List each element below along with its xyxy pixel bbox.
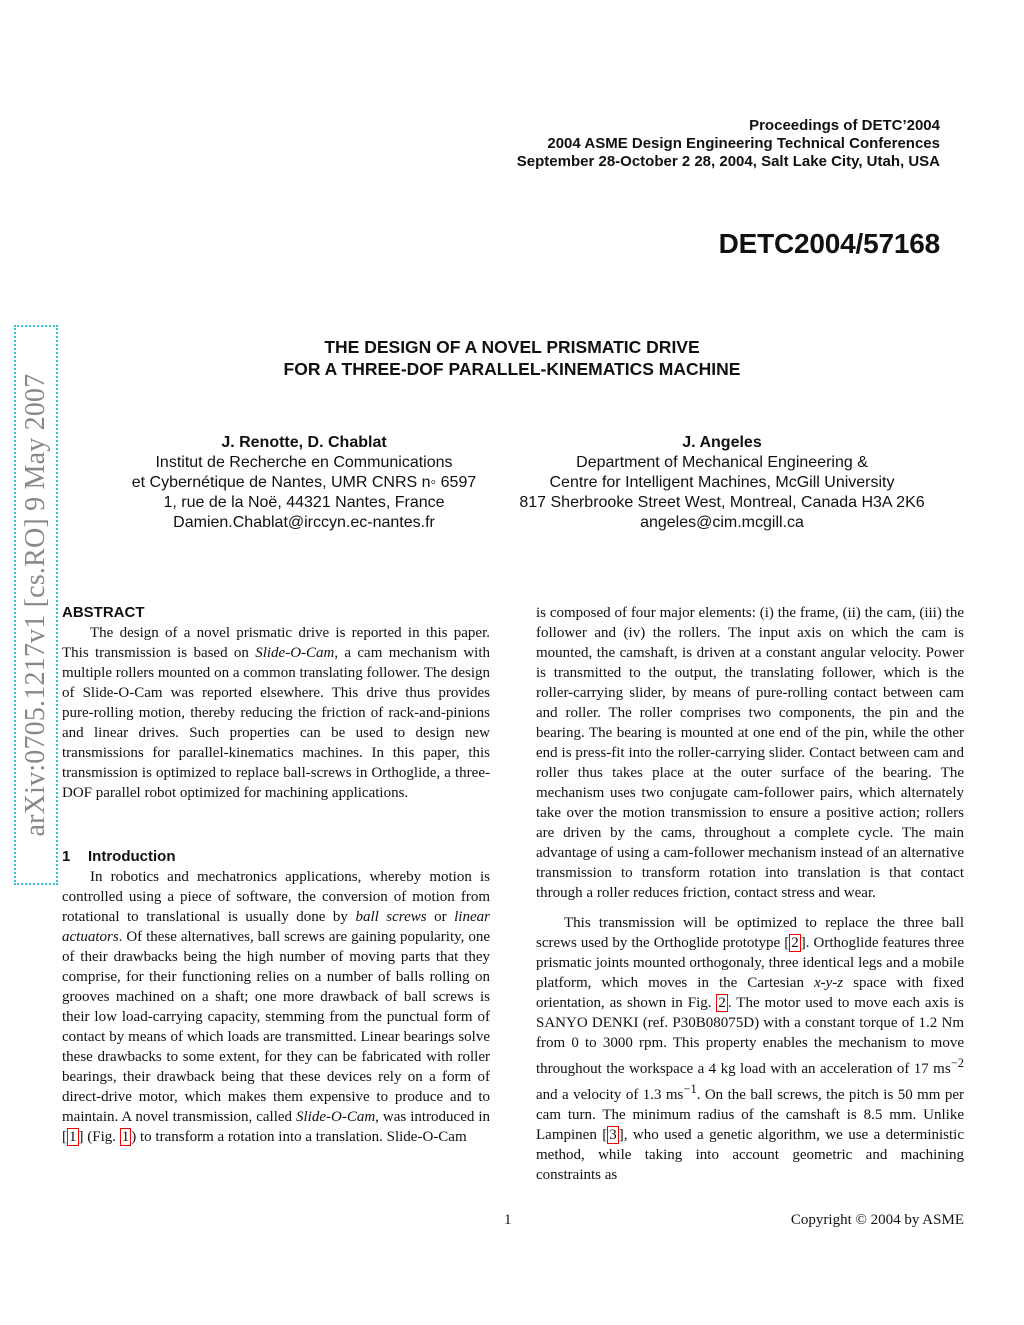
intro-paragraph-3: This transmission will be optimized to replace the three ball screws used by the Orthoglide prototype [ 2 ]. Orthoglide features three prismatic joints mounted orthogonaly, three identical legs and a mobile platform, which moves in the Cartesian x-y-z space with fixed orientation, as shown in Fig. 2 . The motor used to move each axis is SANYO DENKI (ref. P30B08075D) with a constant torque of 1.2 Nm from 0 to 3000 rpm. This property enables the mechanism to move throughout the workspace a 4 kg load with an acceleration of 17 $ms^{-2}$ and a velocity of 1.3 $ms^{-1}$. On the ball screws, the pitch is 50 mm per cam turn. The minimum radius of the camshaft is 8.5 mm. Unlike Lampinen [ 3 ], who used a genetic algorithm, we use a deterministic method, while taking into account geometric and machining constraints as [536, 915, 964, 1183]
author-names: J. Renotte, D. Chablat [221, 434, 387, 451]
intro-paragraph-2: is composed of four major elements: (i) the frame, (ii) the cam, (iii) the follower and (iv) the rollers. The input axis on which the cam is mounted, the camshaft, is driven at a constant angular velocity. Power is transmitted to the output, the translating follower, which is the roller-carrying slider, by means of pure-rolling contact between cam and roller. The roller comprises two components, the pin and the bearing. The bearing is mounted at one end of the pin, while the other end is press-fit into the roller-carrying slider. Contact between cam and roller thus takes place at the outer surface of the bearing. The mechanism uses two conjugate cam-follower pairs, which alternately take over the motion transmission to ensure a positive action; rollers are driven by the cams, throughout a complete cycle. The main advantage of using a cam-follower mechanism instead of an alternative transmission to transform rotation into translation is that contact through a roller reduces friction, contact stress and wear. [536, 605, 964, 901]
section-heading-introduction: 1 Introduction [62, 848, 176, 865]
affiliation-line: Centre for Intelligent Machines, McGill University [549, 474, 895, 491]
date-location-line: September 28-October 2 28, 2004, Salt Lake City, Utah, USA [516, 153, 940, 170]
affiliation-line: 1, rue de la Noë, 44321 Nantes, France [163, 494, 445, 511]
citation-link[interactable]: 3 [609, 1127, 617, 1143]
paper-id: DETC2004/57168 [718, 228, 940, 259]
abstract-heading: ABSTRACT [62, 604, 145, 621]
affiliation-line: Institut de Recherche en Communications [155, 454, 453, 471]
proceedings-line: Proceedings of DETC’2004 [749, 117, 940, 134]
conference-line: 2004 ASME Design Engineering Technical Conferences [547, 135, 940, 152]
paper-title [0, 336, 1024, 380]
copyright-notice: Copyright © 2004 by ASME [790, 1212, 964, 1228]
affiliation-line: 817 Sherbrooke Street West, Montreal, Canada H3A 2K6 [519, 494, 925, 511]
figure-link[interactable]: 1 [121, 1129, 130, 1145]
right-column [536, 603, 964, 1185]
affiliation-line: et Cybernétique de Nantes, UMR CNRS n◦ 6597 [131, 474, 477, 491]
abstract-text: The design of a novel prismatic drive is reported in this paper. This transmission is based on Slide-O-Cam, a cam mechanism with multiple rollers mounted on a common translating follower. The design of Slide-O-Cam was reported elsewhere. This drive thus provides pure-rolling motion, thereby reducing the friction of rack-and-pinions and linear drives. Such properties can be used to design new transmissions for parallel-kinematics machines. In this paper, this transmission is optimized to replace ball-screws in Orthoglide, a three-DOF parallel robot optimized for machining applications. [62, 625, 490, 801]
author-email[interactable]: Damien.Chablat@irccyn.ec-nantes.fr [173, 514, 435, 531]
left-column [62, 603, 490, 1147]
figure-link[interactable]: 2 [718, 995, 726, 1011]
citation-link[interactable]: 1 [69, 1129, 77, 1145]
affiliation-line: Department of Mechanical Engineering & [576, 454, 868, 471]
author-block-left [96, 433, 512, 533]
title-line: THE DESIGN OF A NOVEL PRISMATIC DRIVE [324, 337, 700, 357]
arxiv-stamp-text: arXiv:0705.1217v1 [cs.RO] 9 May 2007 [20, 373, 51, 837]
author-block-right [500, 433, 944, 533]
proceedings-header [517, 117, 940, 171]
intro-paragraph-1: In robotics and mechatronics applications, whereby motion is controlled using a piece of software, the conversion of motion from rotational to translational is usually done by ball screws or linear actuators. Of these alternatives, ball screws are gaining popularity, one of their drawbacks being the high number of moving parts that they comprise, for their functioning relies on a number of balls rolling on grooves machined on a shaft; one more drawback of ball screws is their low load-carrying capacity, stemming from the punctual form of contact by means of which loads are transmitted. Linear bearings solve these drawbacks to some extent, for they can be fabricated with roller bearings, their drawback being that these devices rely on a form of direct-drive motor, which makes them expensive to produce and to maintain. A novel transmission, called Slide-O-Cam, was introduced in [ 1 ] (Fig. 1 ) to transform a rotation into a translation. Slide-O-Cam [62, 869, 490, 1145]
author-email[interactable]: angeles@cim.mcgill.ca [640, 514, 804, 531]
page-number: 1 [504, 1212, 512, 1228]
title-line: FOR A THREE-DOF PARALLEL-KINEMATICS MACHINE [283, 359, 741, 379]
author-names: J. Angeles [682, 434, 762, 451]
citation-link[interactable]: 2 [791, 935, 799, 951]
arxiv-stamp[interactable] [14, 325, 58, 885]
